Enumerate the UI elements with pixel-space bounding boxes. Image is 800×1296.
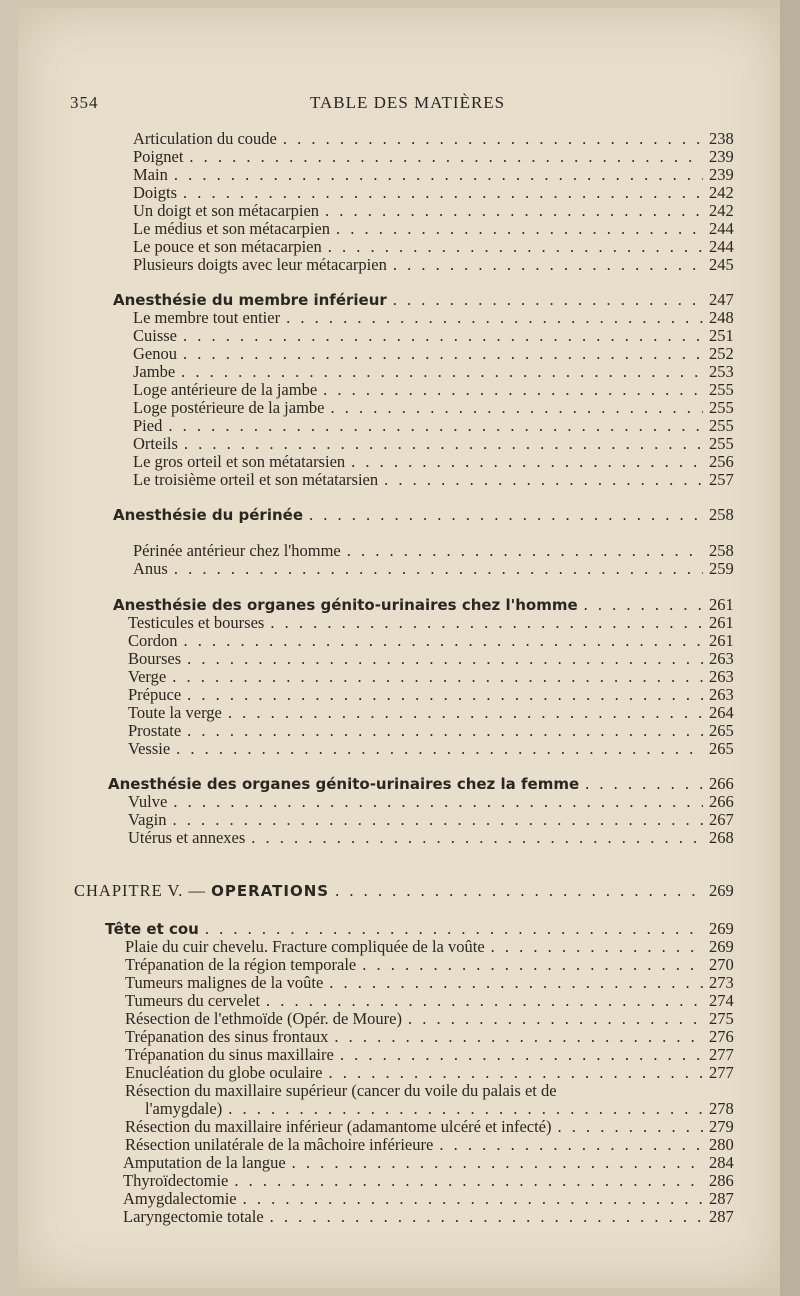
entry-page: 252 — [709, 344, 734, 363]
entry-page: 258 — [709, 505, 734, 524]
entry-label: Amygdalectomie — [123, 1189, 237, 1208]
toc-section-heading — [105, 920, 743, 938]
leader-dots — [325, 202, 703, 220]
entry-label: Trépanation des sinus frontaux — [125, 1027, 329, 1046]
entry-label: Enucléation du globe oculaire — [125, 1063, 323, 1082]
entry-label: Un doigt et son métacarpien — [133, 201, 320, 220]
leader-dots — [228, 704, 703, 722]
leader-dots — [183, 184, 703, 202]
entry-label: Trépanation de la région temporale — [125, 955, 357, 974]
leader-dots — [393, 256, 703, 274]
toc-entry — [128, 650, 743, 668]
toc-entry — [133, 345, 743, 363]
entry-page: 286 — [709, 1171, 734, 1190]
entry-label-continuation: l'amygdale) — [145, 1099, 223, 1118]
leader-dots — [491, 938, 703, 956]
toc-entry — [128, 614, 743, 632]
entry-label: Vessie — [128, 739, 171, 758]
entry-label: Pied — [133, 416, 163, 435]
entry-label: Plaie du cuir chevelu. Fracture compliquée de la voûte — [125, 937, 485, 956]
entry-label: Loge postérieure de la jambe — [133, 398, 325, 417]
entry-page: 239 — [709, 147, 734, 166]
toc-entry — [133, 381, 743, 399]
entry-page: 273 — [709, 973, 734, 992]
entry-label: Thyroïdectomie — [123, 1171, 229, 1190]
leader-dots — [187, 686, 703, 704]
running-head — [0, 93, 800, 117]
entry-page: 287 — [709, 1189, 734, 1208]
toc-entry — [133, 327, 743, 345]
leader-dots — [187, 650, 703, 668]
toc-entry — [133, 399, 743, 417]
leader-dots — [347, 542, 703, 560]
leader-dots — [408, 1010, 703, 1028]
entry-page: 239 — [709, 165, 734, 184]
toc-entry — [133, 130, 743, 148]
entry-label: Le pouce et son métacarpien — [133, 237, 322, 256]
leader-dots — [283, 130, 703, 148]
entry-label-first-line: Résection du maxillaire supérieur (cancer du voile du palais et de — [125, 1081, 557, 1100]
entry-page: 255 — [709, 416, 734, 435]
chapter-number: CHAPITRE V. — — [74, 881, 207, 900]
toc-entry — [123, 1154, 743, 1172]
toc-section-heading — [113, 506, 743, 524]
entry-page: 263 — [709, 649, 734, 668]
toc-entry — [125, 974, 743, 992]
entry-page: 275 — [709, 1009, 734, 1028]
entry-label: Résection du maxillaire inférieur (adamantome ulcéré et infecté) — [125, 1117, 552, 1136]
toc-entry — [133, 471, 743, 489]
toc-entry — [128, 632, 743, 650]
toc-entry — [133, 309, 743, 327]
leader-dots — [270, 1208, 703, 1226]
entry-page: 253 — [709, 362, 734, 381]
entry-label: Genou — [133, 344, 177, 363]
entry-label: Toute la verge — [128, 703, 222, 722]
leader-dots — [187, 722, 703, 740]
toc-entry — [125, 1118, 743, 1136]
entry-page: 278 — [709, 1099, 734, 1118]
toc-section-heading — [113, 596, 743, 614]
toc-entry — [125, 956, 743, 974]
entry-page: 261 — [709, 613, 734, 632]
entry-label: Trépanation du sinus maxillaire — [125, 1045, 334, 1064]
toc-entry — [133, 542, 743, 560]
toc-entry — [145, 1100, 743, 1118]
entry-page: 255 — [709, 398, 734, 417]
entry-page: 274 — [709, 991, 734, 1010]
entry-page: 244 — [709, 237, 734, 256]
toc-chapter-heading — [74, 882, 743, 900]
leader-dots — [174, 560, 703, 578]
toc-entry — [133, 453, 743, 471]
entry-page: 247 — [709, 290, 734, 309]
leader-dots — [393, 291, 703, 309]
entry-label: Bourses — [128, 649, 182, 668]
entry-page: 261 — [709, 595, 734, 614]
leader-dots — [168, 417, 703, 435]
entry-label: Cuisse — [133, 326, 178, 345]
entry-label: Laryngectomie totale — [123, 1207, 264, 1226]
entry-label: Vagin — [128, 810, 167, 829]
entry-page: 266 — [709, 774, 734, 793]
page-edge — [780, 0, 800, 1296]
entry-label: Testicules et bourses — [128, 613, 265, 632]
entry-label: Loge antérieure de la jambe — [133, 380, 318, 399]
toc-entry — [123, 1190, 743, 1208]
entry-page: 269 — [709, 937, 734, 956]
entry-label: Verge — [128, 667, 167, 686]
entry-page: 284 — [709, 1153, 734, 1172]
entry-label: Le membre tout entier — [133, 308, 281, 327]
entry-page: 248 — [709, 308, 734, 327]
entry-label: Résection unilatérale de la mâchoire inférieure — [125, 1135, 434, 1154]
entry-page: 242 — [709, 201, 734, 220]
leader-dots — [183, 345, 703, 363]
toc-entry — [128, 811, 743, 829]
leader-dots — [331, 399, 704, 417]
entry-page: 263 — [709, 667, 734, 686]
chapter-label — [74, 882, 329, 900]
toc-entry — [125, 1028, 743, 1046]
leader-dots — [181, 363, 703, 381]
leader-dots — [174, 166, 703, 184]
entry-label: Vulve — [128, 792, 168, 811]
toc-entry — [133, 166, 743, 184]
leader-dots — [234, 1172, 703, 1190]
entry-label: Prostate — [128, 721, 182, 740]
entry-label: Orteils — [133, 434, 178, 453]
entry-page: 238 — [709, 129, 734, 148]
entry-label: Utérus et annexes — [128, 828, 246, 847]
leader-dots — [351, 453, 703, 471]
leader-dots — [335, 882, 703, 900]
toc-entry — [128, 740, 743, 758]
entry-label: Cordon — [128, 631, 178, 650]
toc-entry — [128, 686, 743, 704]
leader-dots — [266, 992, 703, 1010]
page-number: 354 — [70, 93, 99, 112]
entry-label: Le gros orteil et son métatarsien — [133, 452, 346, 471]
entry-page: 279 — [709, 1117, 734, 1136]
toc-entry — [133, 560, 743, 578]
leader-dots — [184, 632, 704, 650]
toc-entry — [123, 1208, 743, 1226]
leader-dots — [439, 1136, 703, 1154]
entry-page: 269 — [709, 919, 734, 938]
leader-dots — [270, 614, 703, 632]
entry-page: 255 — [709, 380, 734, 399]
toc-entry — [133, 184, 743, 202]
entry-page: 277 — [709, 1045, 734, 1064]
entry-label: Amputation de la langue — [123, 1153, 286, 1172]
entry-page: 267 — [709, 810, 734, 829]
section-label: Anesthésie du membre inférieur — [113, 291, 387, 309]
leader-dots — [336, 220, 703, 238]
toc-entry — [123, 1172, 743, 1190]
entry-page: 255 — [709, 434, 734, 453]
leader-dots — [228, 1100, 703, 1118]
entry-page: 265 — [709, 721, 734, 740]
toc-entry — [128, 704, 743, 722]
leader-dots — [584, 596, 703, 614]
leader-dots — [172, 668, 703, 686]
entry-page: 263 — [709, 685, 734, 704]
leader-dots — [585, 775, 703, 793]
leader-dots — [251, 829, 703, 847]
entry-page: 277 — [709, 1063, 734, 1082]
entry-page: 251 — [709, 326, 734, 345]
entry-label: Périnée antérieur chez l'homme — [133, 541, 341, 560]
section-label: Anesthésie du périnée — [113, 506, 303, 524]
leader-dots — [292, 1154, 703, 1172]
entry-page: 264 — [709, 703, 734, 722]
entry-page: 244 — [709, 219, 734, 238]
page-title: TABLE DES MATIÈRES — [310, 93, 506, 112]
entry-label: Articulation du coude — [133, 129, 277, 148]
toc-section-heading — [108, 775, 743, 793]
leader-dots — [183, 327, 703, 345]
toc-entry — [128, 722, 743, 740]
leader-dots — [243, 1190, 703, 1208]
section-label: Anesthésie des organes génito-urinaires chez l'homme — [113, 596, 578, 614]
entry-label: Prépuce — [128, 685, 182, 704]
section-label: Anesthésie des organes génito-urinaires chez la femme — [108, 775, 580, 793]
leader-dots — [176, 740, 703, 758]
leader-dots — [384, 471, 703, 489]
leader-dots — [329, 974, 703, 992]
entry-page: 268 — [709, 828, 734, 847]
toc-entry — [125, 1010, 743, 1028]
entry-label: Jambe — [133, 362, 176, 381]
toc-entry — [125, 1136, 743, 1154]
leader-dots — [189, 148, 703, 166]
leader-dots — [173, 811, 704, 829]
leader-dots — [173, 793, 703, 811]
toc-entry — [128, 829, 743, 847]
entry-label: Résection de l'ethmoïde (Opér. de Moure) — [125, 1009, 402, 1028]
toc-entry — [125, 1046, 743, 1064]
toc-entry — [125, 992, 743, 1010]
entry-page: 270 — [709, 955, 734, 974]
leader-dots — [362, 956, 703, 974]
entry-page: 256 — [709, 452, 734, 471]
toc-entry — [133, 220, 743, 238]
leader-dots — [328, 238, 703, 256]
entry-page: 242 — [709, 183, 734, 202]
toc-entry — [133, 256, 743, 274]
chapter-title: OPERATIONS — [211, 882, 330, 900]
entry-label: Le troisième orteil et son métatarsien — [133, 470, 379, 489]
toc-entry — [128, 793, 743, 811]
toc-entry — [133, 435, 743, 453]
entry-page: 265 — [709, 739, 734, 758]
entry-page: 258 — [709, 541, 734, 560]
toc-entry — [125, 1064, 743, 1082]
entry-page: 261 — [709, 631, 734, 650]
leader-dots — [340, 1046, 703, 1064]
entry-page: 280 — [709, 1135, 734, 1154]
entry-label: Main — [133, 165, 168, 184]
leader-dots — [184, 435, 703, 453]
entry-page: 287 — [709, 1207, 734, 1226]
leader-dots — [558, 1118, 703, 1136]
toc-entry — [133, 363, 743, 381]
entry-page: 245 — [709, 255, 734, 274]
toc-section-heading — [113, 291, 743, 309]
toc-entry — [133, 417, 743, 435]
entry-page: 266 — [709, 792, 734, 811]
entry-label: Anus — [133, 559, 168, 578]
leader-dots — [309, 506, 703, 524]
entry-label: Doigts — [133, 183, 178, 202]
entry-page: 259 — [709, 559, 734, 578]
entry-label: Plusieurs doigts avec leur métacarpien — [133, 255, 387, 274]
entry-label: Tumeurs du cervelet — [125, 991, 261, 1010]
entry-page: 257 — [709, 470, 734, 489]
toc-entry — [125, 938, 743, 956]
toc-entry — [133, 202, 743, 220]
toc-entry — [128, 668, 743, 686]
leader-dots — [286, 309, 703, 327]
leader-dots — [205, 920, 703, 938]
toc-entry — [133, 148, 743, 166]
entry-page: 276 — [709, 1027, 734, 1046]
leader-dots — [334, 1028, 703, 1046]
entry-label: Poignet — [133, 147, 184, 166]
entry-page: 269 — [709, 881, 734, 900]
toc-entry — [133, 238, 743, 256]
entry-label: Tumeurs malignes de la voûte — [125, 973, 324, 992]
entry-label: Le médius et son métacarpien — [133, 219, 331, 238]
section-label: Tête et cou — [105, 920, 199, 938]
leader-dots — [323, 381, 703, 399]
leader-dots — [328, 1064, 703, 1082]
